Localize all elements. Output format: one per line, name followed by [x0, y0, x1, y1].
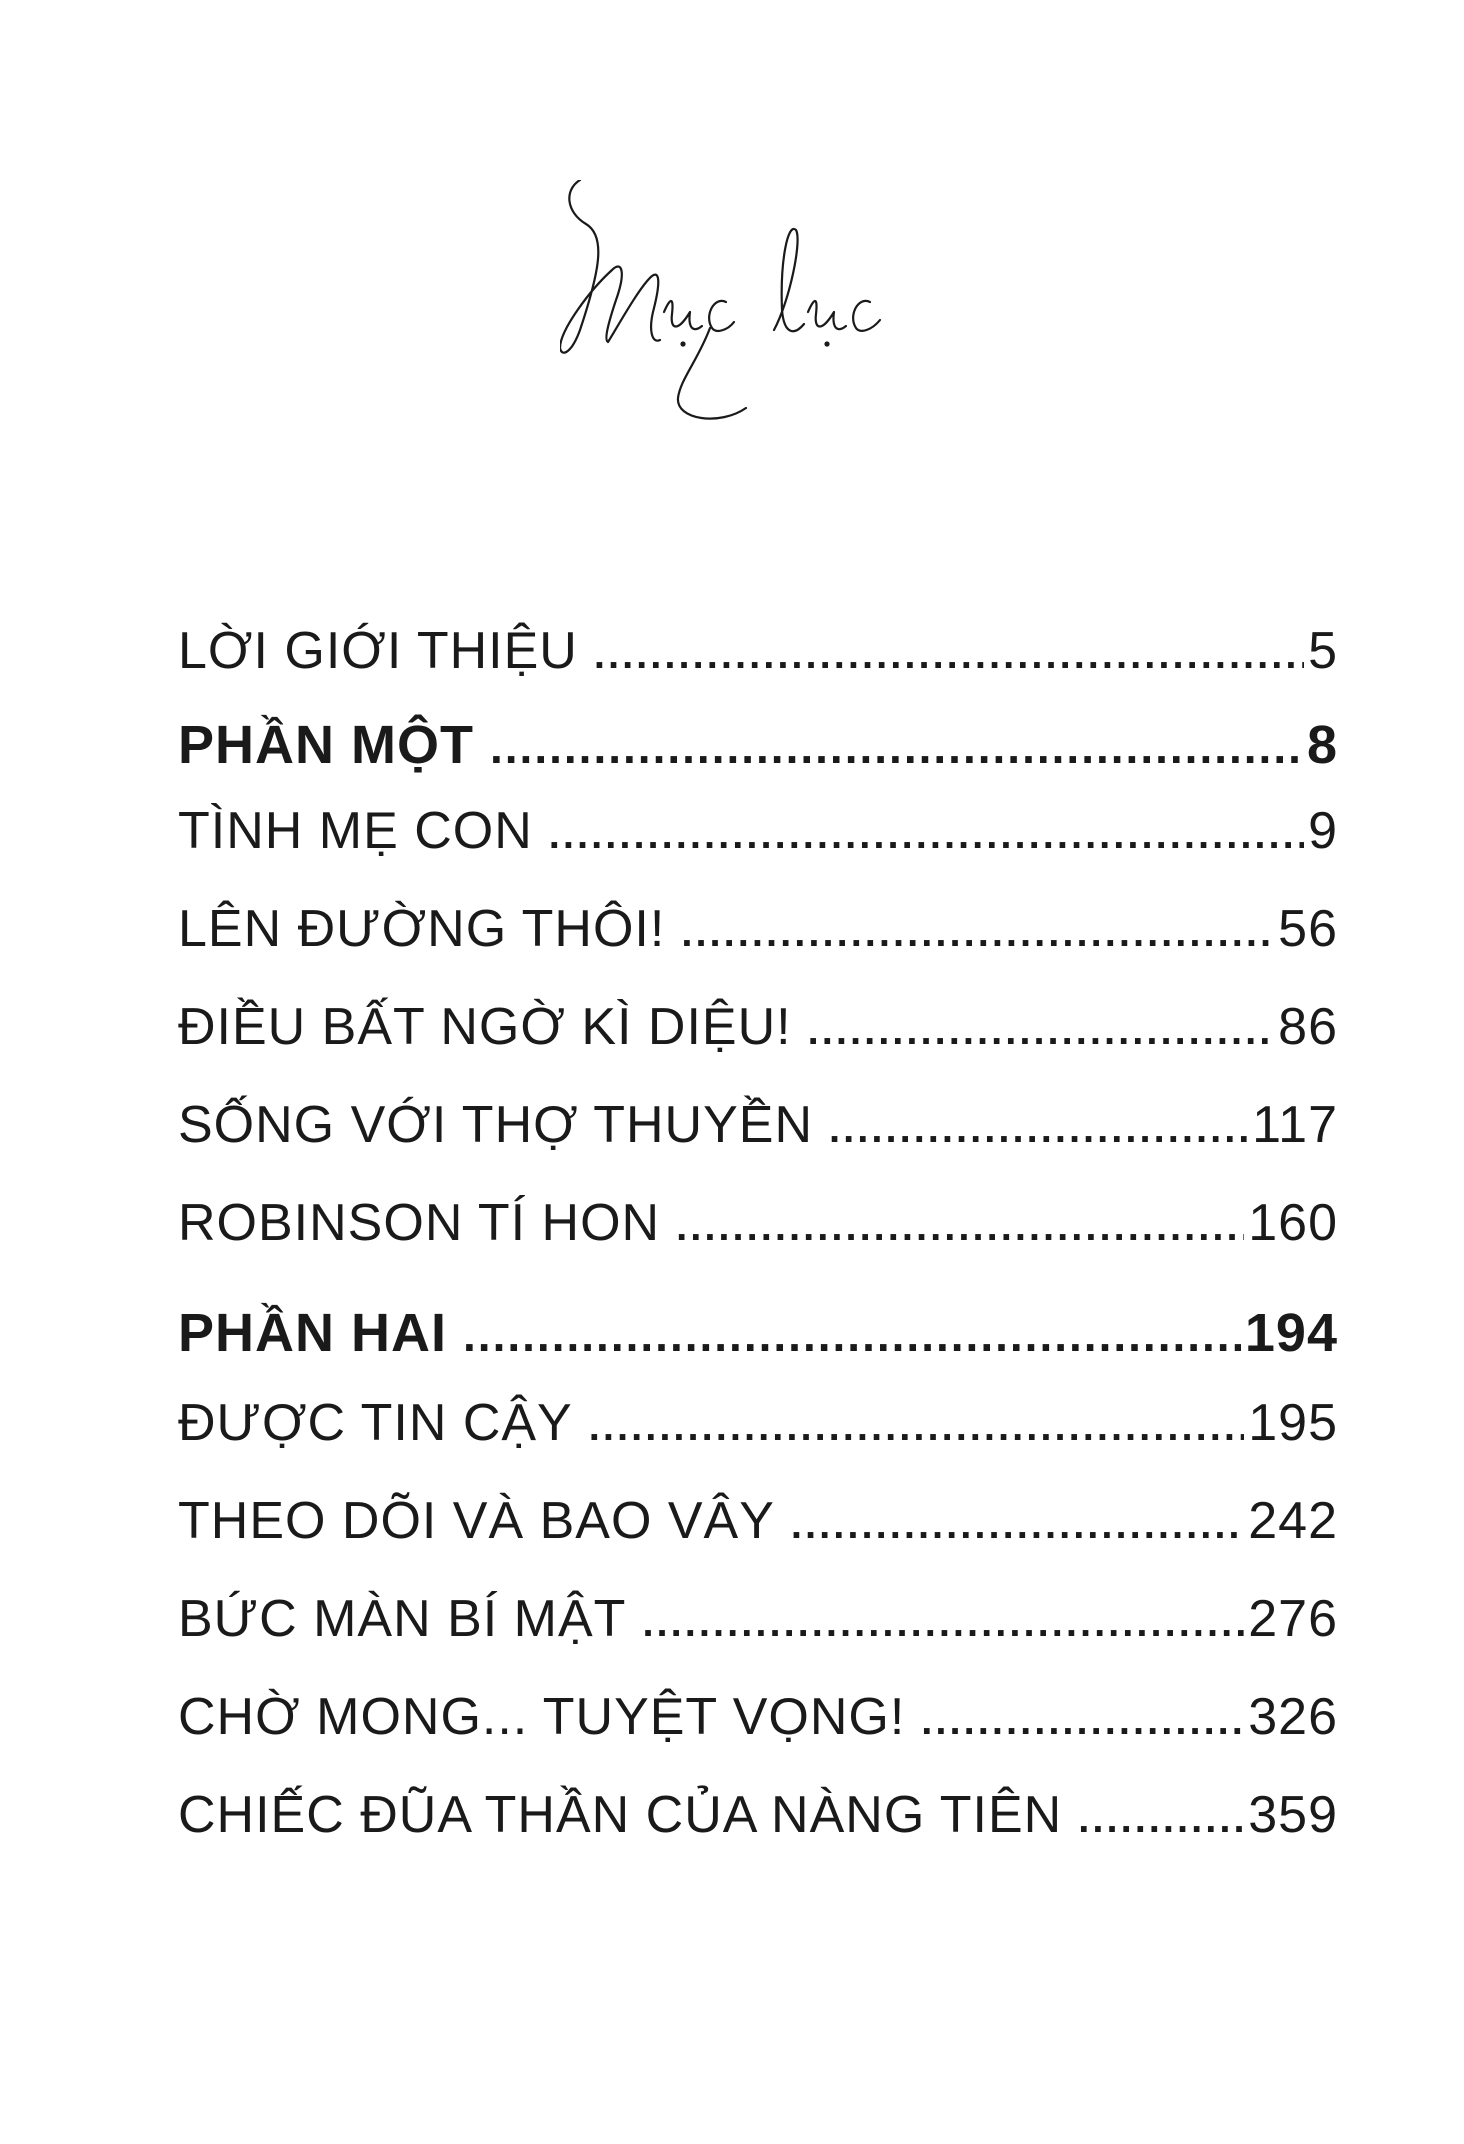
- toc-entry-duoc-tin-cay[interactable]: [178, 1392, 1338, 1458]
- dot-leader: [808, 1000, 1275, 1062]
- toc-entry-label: LỜI GIỚI THIỆU: [178, 622, 578, 680]
- dot-leader: [791, 1494, 1244, 1556]
- dot-leader: [921, 1690, 1244, 1752]
- toc-page-number: 9: [1308, 802, 1338, 860]
- toc-entry-label: PHẦN HAI: [178, 1303, 448, 1363]
- toc-page-number: 160: [1248, 1194, 1338, 1252]
- toc-entry-label: BỨC MÀN BÍ MẬT: [178, 1590, 627, 1648]
- toc-page-number: 359: [1248, 1786, 1338, 1844]
- toc-page-number: 86: [1278, 998, 1338, 1056]
- toc-entry-label: ĐIỀU BẤT NGỜ KÌ DIỆU!: [178, 998, 792, 1056]
- dot-leader: [829, 1098, 1248, 1160]
- toc-entry-label: SỐNG VỚI THỢ THUYỀN: [178, 1096, 814, 1154]
- dot-leader: [463, 1304, 1241, 1366]
- toc-entry-theo-doi-va-bao-vay[interactable]: [178, 1490, 1338, 1556]
- toc-page-number: 56: [1278, 900, 1338, 958]
- dot-leader: [681, 902, 1274, 964]
- dot-leader: [676, 1196, 1244, 1258]
- toc-entry-label: THEO DÕI VÀ BAO VÂY: [178, 1492, 775, 1550]
- dot-leader: [549, 804, 1304, 866]
- toc-entry-label: ROBINSON TÍ HON: [178, 1194, 661, 1252]
- toc-entry-label: CHỜ MONG... TUYỆT VỌNG!: [178, 1688, 906, 1746]
- toc-entry-dieu-bat-ngo-ki-dieu[interactable]: [178, 996, 1338, 1062]
- toc-page-number: 117: [1252, 1096, 1338, 1154]
- toc-page-number: 276: [1248, 1590, 1338, 1648]
- toc-entry-chiec-dua-than-cua-nang-tien[interactable]: [178, 1784, 1338, 1850]
- toc-page-number: 326: [1248, 1688, 1338, 1746]
- toc-entry-robinson-ti-hon[interactable]: [178, 1192, 1338, 1258]
- toc-entry-len-duong-thoi[interactable]: [178, 898, 1338, 964]
- page-title: [560, 180, 960, 440]
- toc-page-number: 8: [1306, 715, 1338, 775]
- toc-entry-phan-hai[interactable]: [178, 1302, 1338, 1366]
- toc-entry-tinh-me-con[interactable]: [178, 800, 1338, 866]
- toc-page-number: 194: [1244, 1303, 1338, 1363]
- toc-entry-label: PHẦN MỘT: [178, 715, 474, 775]
- toc-entry-label: ĐƯỢC TIN CẬY: [178, 1394, 573, 1452]
- toc-entry-label: TÌNH MẸ CON: [178, 802, 533, 860]
- toc-page-number: 195: [1248, 1394, 1338, 1452]
- toc-entry-cho-mong-tuyet-vong[interactable]: [178, 1686, 1338, 1752]
- dot-leader: [642, 1592, 1244, 1654]
- dot-leader: [594, 624, 1304, 686]
- dot-leader: [490, 716, 1303, 778]
- calligraphic-title-graphic: [560, 180, 960, 440]
- toc-page-number: 5: [1308, 622, 1338, 680]
- toc-page-number: 242: [1248, 1492, 1338, 1550]
- toc-entry-label: CHIẾC ĐŨA THẦN CỦA NÀNG TIÊN: [178, 1786, 1063, 1844]
- table-of-contents: [178, 620, 1338, 1850]
- toc-entry-phan-mot[interactable]: [178, 714, 1338, 778]
- toc-entry-loi-gioi-thieu[interactable]: [178, 620, 1338, 686]
- toc-entry-buc-man-bi-mat[interactable]: [178, 1588, 1338, 1654]
- dot-leader: [1078, 1788, 1244, 1850]
- toc-entry-song-voi-tho-thuyen[interactable]: [178, 1094, 1338, 1160]
- dot-leader: [589, 1396, 1244, 1458]
- toc-entry-label: LÊN ĐƯỜNG THÔI!: [178, 900, 666, 958]
